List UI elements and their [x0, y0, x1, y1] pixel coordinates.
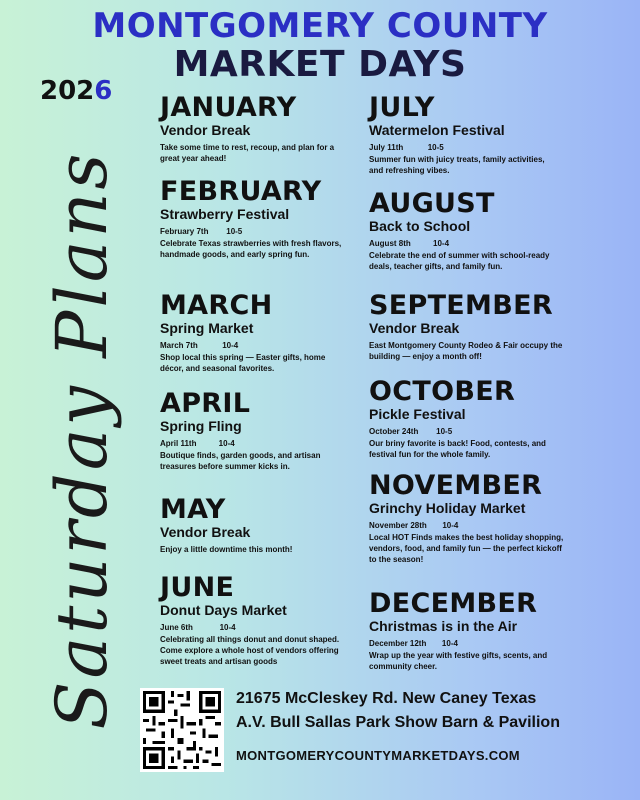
month-may [160, 496, 345, 555]
month-date: October 24th 10-5 [369, 427, 453, 436]
month-september [369, 292, 584, 362]
month-event: Spring Fling [160, 418, 242, 434]
address-line-2: A.V. Bull Sallas Park Show Barn & Pavilion [236, 714, 560, 731]
month-february [160, 178, 345, 260]
month-date: August 8th 10-4 [369, 239, 450, 248]
month-name: OCTOBER [369, 376, 516, 407]
month-desc: Local HOT Finds makes the best holiday shopping, vendors, food, and family fun — the perfect kickoff to the season! [369, 533, 564, 564]
month-event: Watermelon Festival [369, 122, 505, 138]
month-desc: Enjoy a little downtime this month! [160, 545, 293, 554]
month-desc: Celebrate the end of summer with school-ready deals, teacher gifts, and family fun. [369, 251, 550, 271]
month-july [369, 94, 554, 176]
month-name: DECEMBER [369, 588, 538, 619]
month-june [160, 574, 345, 667]
month-desc: Shop local this spring — Easter gifts, home décor, and seasonal favorites. [160, 353, 326, 373]
month-event: Christmas is in the Air [369, 618, 518, 634]
month-event: Vendor Break [160, 524, 251, 540]
month-date: June 6th 10-4 [160, 623, 236, 632]
month-name: AUGUST [369, 188, 495, 219]
month-date: February 7th 10-5 [160, 227, 243, 236]
month-event: Grinchy Holiday Market [369, 500, 526, 516]
month-date: November 28th 10-4 [369, 521, 459, 530]
month-april [160, 390, 345, 472]
year-label [40, 76, 112, 106]
month-event: Back to School [369, 218, 471, 234]
month-name: MARCH [160, 290, 273, 321]
month-desc: Celebrating all things donut and donut shaped. Come explore a whole host of vendors offering sweet treats and artisan goods [160, 635, 340, 666]
month-desc: Our briny favorite is back! Food, contests, and festival fun for the whole family. [369, 439, 546, 459]
month-december [369, 590, 569, 672]
month-desc: Wrap up the year with festive gifts, scents, and community cheer. [369, 651, 548, 671]
title-line-2: MARKET DAYS [173, 44, 467, 85]
title-line-1: MONTGOMERY COUNTY [92, 6, 548, 46]
month-event: Pickle Festival [369, 406, 466, 422]
month-date: April 11th 10-4 [160, 439, 235, 448]
qr-code-icon[interactable] [140, 688, 224, 772]
month-name: MAY [160, 494, 226, 525]
month-date: July 11th 10-5 [369, 143, 444, 152]
website-link[interactable]: MONTGOMERYCOUNTYMARKETDAYS.COM [236, 748, 520, 763]
address-line-1: 21675 McCleskey Rd. New Caney Texas [236, 690, 537, 707]
month-date: March 7th 10-4 [160, 341, 239, 350]
month-october [369, 378, 554, 460]
month-november [369, 472, 569, 565]
month-name: SEPTEMBER [369, 290, 553, 321]
month-date: December 12th 10-4 [369, 639, 458, 648]
month-name: JUNE [160, 572, 235, 603]
month-name: JANUARY [160, 92, 297, 123]
month-desc: Take some time to rest, recoup, and plan for a great year ahead! [160, 143, 335, 163]
month-name: FEBRUARY [160, 176, 322, 207]
month-event: Donut Days Market [160, 602, 287, 618]
month-name: JULY [369, 92, 435, 123]
month-desc: Summer fun with juicy treats, family activities, and refreshing vibes. [369, 155, 545, 175]
year-prefix: 202 [40, 76, 95, 106]
month-january [160, 94, 345, 164]
month-desc: Celebrate Texas strawberries with fresh flavors, handmade goods, and early spring fun. [160, 239, 342, 259]
month-desc: East Montgomery County Rodeo & Fair occupy the building — enjoy a month off! [369, 341, 563, 361]
month-march [160, 292, 345, 374]
month-desc: Boutique finds, garden goods, and artisan treasures before summer kicks in. [160, 451, 321, 471]
month-event: Vendor Break [369, 320, 460, 336]
month-august [369, 190, 554, 272]
month-event: Strawberry Festival [160, 206, 290, 222]
month-name: NOVEMBER [369, 470, 543, 501]
month-event: Vendor Break [160, 122, 251, 138]
month-name: APRIL [160, 388, 251, 419]
year-suffix: 6 [94, 76, 113, 106]
month-event: Spring Market [160, 320, 254, 336]
script-title: Saturday Plans [41, 150, 123, 730]
